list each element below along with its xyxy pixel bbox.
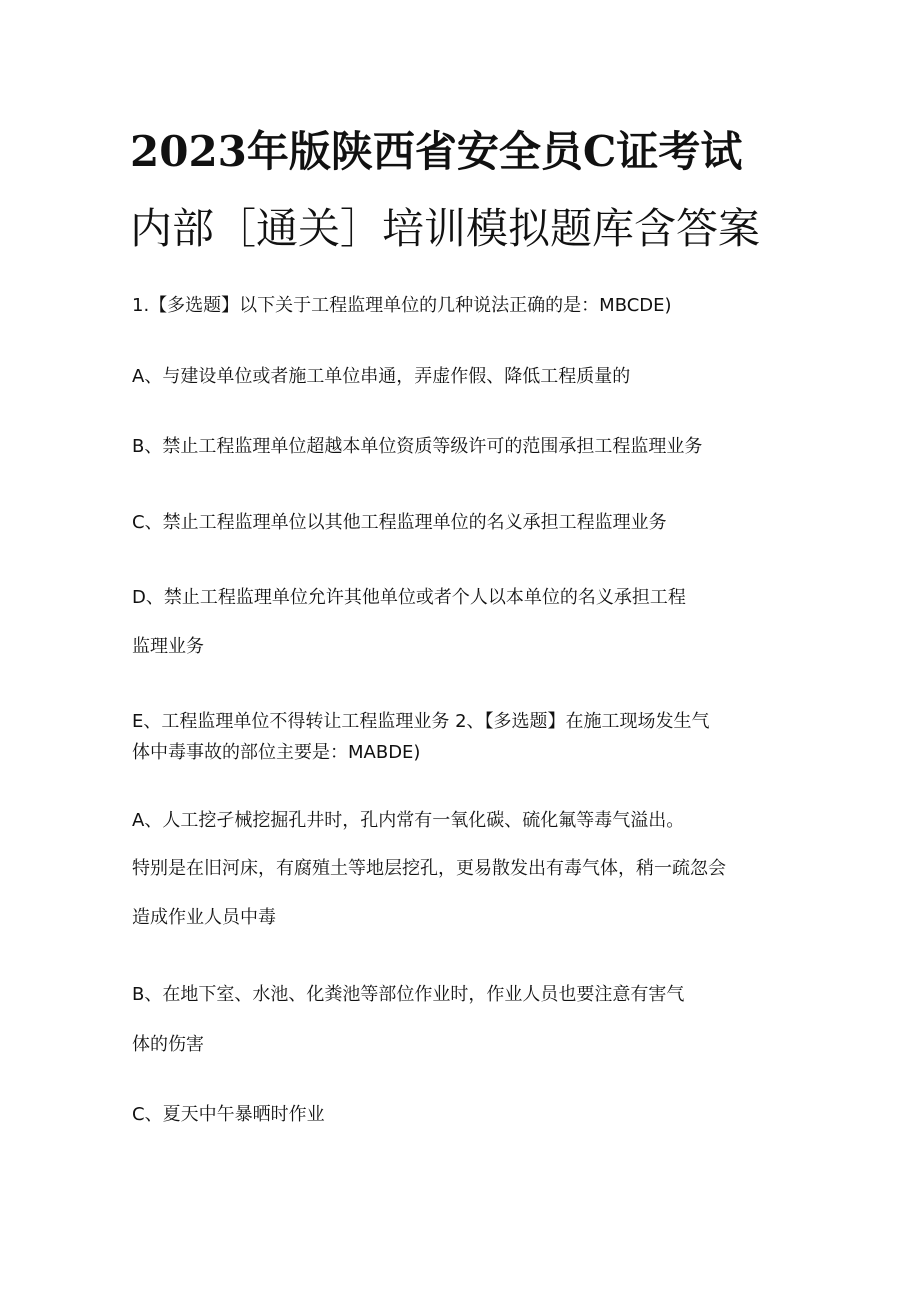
question-1-option-e-line-1: E、工程监理单位不得转让工程监理业务 2、【多选题】在施工现场发生气 <box>132 711 710 732</box>
question-2-option-a-line-1: A、人工挖孑械挖掘孔井时，孔内常有一氧化碳、硫化氟等毒气溢出。 <box>132 810 685 831</box>
question-2-option-c: C、夏天中午暴晒时作业 <box>132 1104 325 1125</box>
question-2-option-a-line-3: 造成作业人员中毒 <box>132 907 276 928</box>
question-1-option-a: A、与建设单位或者施工单位串通，弄虚作假、降低工程质量的 <box>132 366 631 387</box>
question-1-option-d-line-2: 监理业务 <box>132 636 204 657</box>
question-1-stem: 1.【多选题】以下关于工程监理单位的几种说法正确的是：MBCDE) <box>132 295 672 316</box>
question-2-option-b-line-2: 体的伤害 <box>132 1034 204 1055</box>
question-1-option-b: B、禁止工程监理单位超越本单位资质等级许可的范围承担工程监理业务 <box>132 436 703 457</box>
question-2-option-a-line-2: 特别是在旧河床，有腐殖土等地层挖孔，更易散发出有毒气体，稍一疏忽会 <box>132 858 726 879</box>
question-2-stem-line-2: 体中毒事故的部位主要是：MABDE) <box>132 742 421 763</box>
question-2-option-b-line-1: B、在地下室、水池、化粪池等部位作业时，作业人员也要注意有害气 <box>132 984 685 1005</box>
document-title-line-1: 2023年版陕西省安全员C证考试 <box>130 127 743 176</box>
question-1-option-c: C、禁止工程监理单位以其他工程监理单位的名义承担工程监理业务 <box>132 512 667 533</box>
document-title-line-2: 内部［通关］培训模拟题库含答案 <box>130 204 761 253</box>
question-1-option-d-line-1: D、禁止工程监理单位允许其他单位或者个人以本单位的名义承担工程 <box>132 587 686 608</box>
